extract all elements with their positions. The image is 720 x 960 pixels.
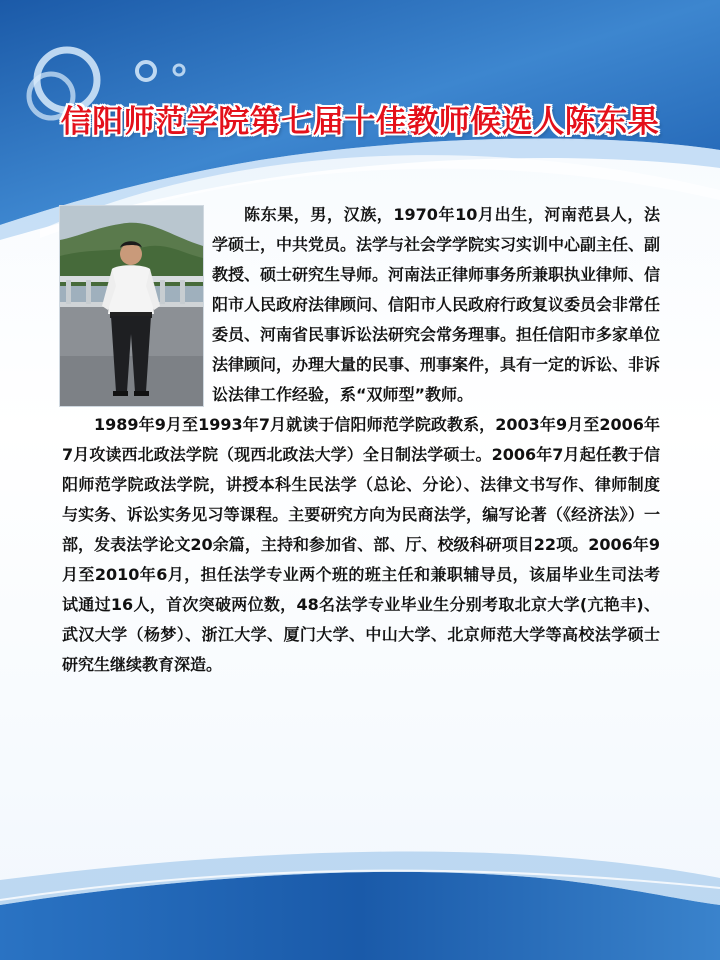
biography-paragraph-1: 陈东果，男，汉族，1970年10月出生，河南范县人，法学硕士，中共党员。法学与社会学学院实习实训中心副主任、副教授、硕士研究生导师。河南法正律师事务所兼职执业律师、信阳市人民政府法律顾问、信阳市人民政府行政复议委员会非常任委员、河南省民事诉讼法研究会常务理事。担任信阳市多家单位法律顾问，办理大量的民事、刑事案件，具有一定的诉讼、非诉讼法律工作经验，系“双师型”教师。 xyxy=(212,205,661,404)
biography-paragraph-2: 1989年9月至1993年7月就读于信阳师范学院政教系，2003年9月至2006年7月攻读西北政法学院（现西北政法大学）全日制法学硕士。2006年7月起任教于信阳师范学院政法学院，讲授本科生民法学（总论、分论）、法律文书写作、律师制度与实务、诉讼实务见习等课程。主要研究方向为民商法学，编写论著（《经济法》）一部，发表法学论文20余篇，主持和参加省、部、厅、校级科研项目22项。2006年9月至2010年6月，担任法学专业两个班的班主任和兼职辅导员，该届毕业生司法考试通过16人，首次突破两位数，48名法学专业毕业生分别考取北京大学(亢艳丰)、武汉大学（杨梦）、浙江大学、厦门大学、中山大学、北京师范大学等高校法学硕士研究生继续教育深造。 xyxy=(62,415,660,674)
biography-text xyxy=(62,200,660,680)
photo-spacer xyxy=(62,200,204,410)
page-title: 信阳师范学院第七届十佳教师候选人陈东果 xyxy=(60,104,660,140)
